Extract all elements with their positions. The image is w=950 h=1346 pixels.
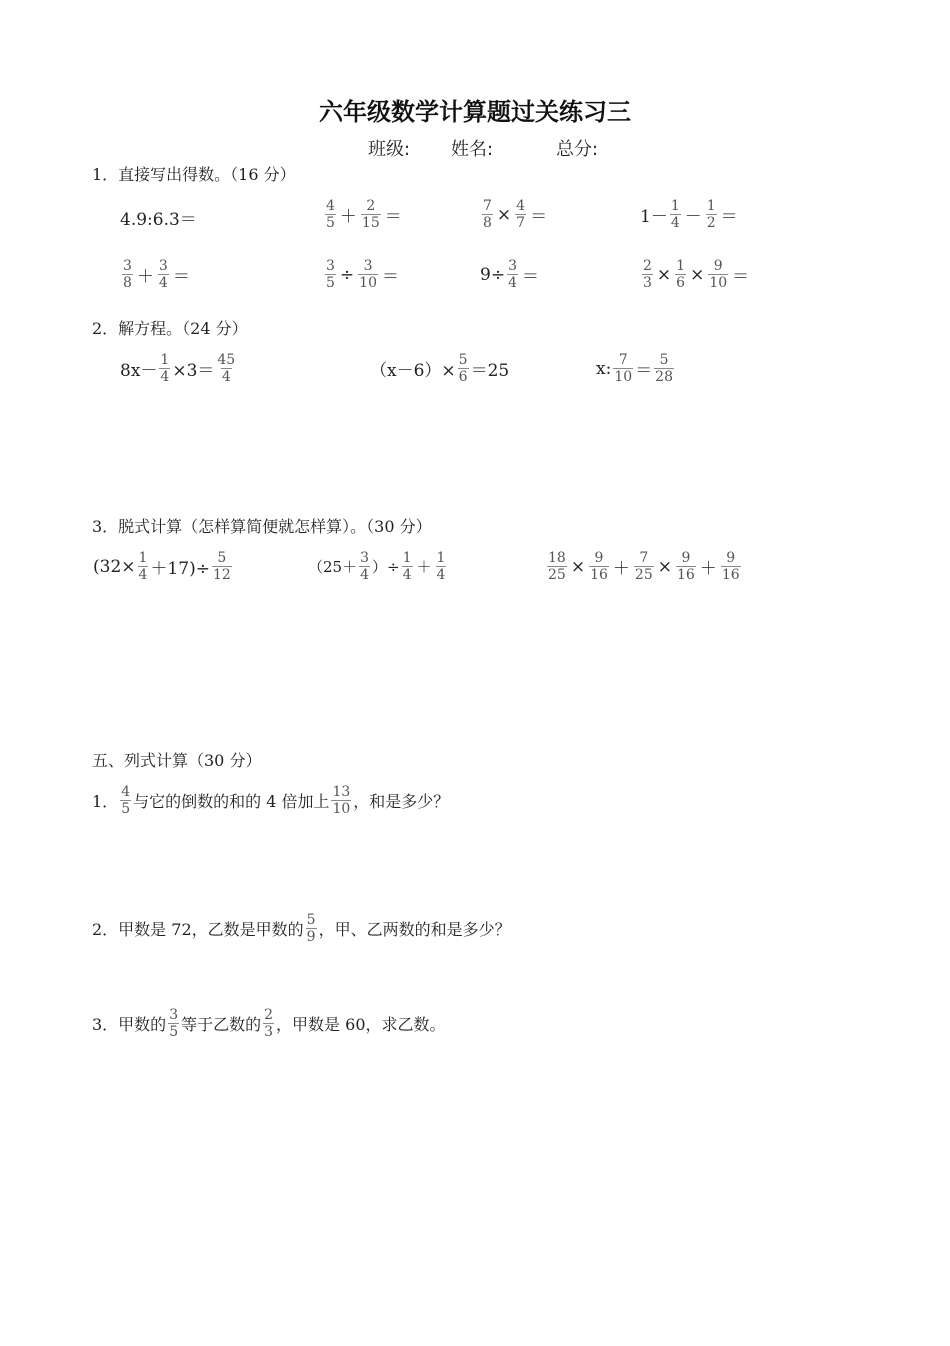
numerator: 4 xyxy=(121,784,131,800)
fraction xyxy=(331,784,351,817)
middle: 等于乙数的 xyxy=(181,1015,262,1035)
operator: ÷ xyxy=(339,264,355,285)
s2-e3 xyxy=(596,352,676,385)
middle: ×3＝ xyxy=(172,361,215,382)
equals: ＝ xyxy=(732,267,750,288)
denominator: 8 xyxy=(483,215,492,232)
fraction xyxy=(515,198,526,231)
operator: － xyxy=(684,207,702,228)
page-title: 六年级数学计算题过关练习三 xyxy=(319,98,631,126)
equals: ＝ xyxy=(382,267,399,288)
s3-c2 xyxy=(308,550,448,583)
numerator: 2 xyxy=(366,198,376,214)
prefix: (32× xyxy=(93,556,136,577)
q1-text: 4.9:6.3＝ xyxy=(120,210,197,230)
fraction xyxy=(670,198,681,231)
fraction xyxy=(168,1007,179,1040)
middle: ＋17)÷ xyxy=(150,559,210,580)
numerator: 18 xyxy=(548,550,566,566)
denominator: 28 xyxy=(655,369,673,386)
fraction xyxy=(158,258,169,291)
numerator: 3 xyxy=(326,258,335,274)
fraction xyxy=(458,352,469,385)
prefix: x: xyxy=(596,358,612,379)
denominator: 4 xyxy=(436,567,446,584)
fraction xyxy=(436,550,447,583)
operator: × xyxy=(656,264,672,285)
fraction xyxy=(216,352,236,385)
s2-e2 xyxy=(370,352,509,385)
denominator: 4 xyxy=(138,567,148,584)
denominator: 4 xyxy=(402,567,412,584)
denominator: 5 xyxy=(326,215,335,232)
fraction xyxy=(159,352,170,385)
numerator: 1 xyxy=(402,550,412,566)
denominator: 7 xyxy=(516,215,526,232)
fraction xyxy=(708,258,728,291)
middle: ）÷ xyxy=(372,558,400,577)
section-3-heading: 3．脱式计算（怎样算简便就怎样算）。（30 分） xyxy=(92,517,432,536)
s1-q5 xyxy=(120,258,192,291)
prefix: 8x－ xyxy=(120,361,158,382)
operator: ＋ xyxy=(416,558,432,577)
s5-p3 xyxy=(92,1007,446,1040)
prefix: 1－ xyxy=(640,207,668,228)
denominator: 4 xyxy=(670,215,680,232)
middle: ＝ xyxy=(635,361,653,382)
numerator: 13 xyxy=(332,784,351,800)
denominator: 3 xyxy=(264,1024,274,1041)
prefix: 9÷ xyxy=(480,264,506,285)
fraction xyxy=(325,198,336,231)
fraction xyxy=(675,258,686,291)
denominator: 2 xyxy=(706,215,716,232)
numerator: 7 xyxy=(618,352,628,368)
fraction xyxy=(120,784,131,817)
fraction xyxy=(676,550,696,583)
fraction xyxy=(263,1007,274,1040)
numerator: 1 xyxy=(138,550,148,566)
operator: ＋ xyxy=(612,559,630,580)
denominator: 4 xyxy=(360,567,370,584)
numerator: 9 xyxy=(681,550,691,566)
denominator: 10 xyxy=(332,801,351,818)
fraction xyxy=(138,550,149,583)
numerator: 5 xyxy=(659,352,669,368)
operator: ＋ xyxy=(339,207,357,228)
s1-q2 xyxy=(323,198,404,231)
fraction xyxy=(122,258,133,291)
numerator: 2 xyxy=(264,1007,274,1023)
suffix: ，和是多少？ xyxy=(353,792,450,812)
operator: × xyxy=(690,264,705,285)
numerator: 3 xyxy=(363,258,373,274)
prefix: 3．甲数的 xyxy=(92,1015,167,1035)
denominator: 4 xyxy=(160,369,170,386)
denominator: 9 xyxy=(306,929,316,946)
s1-q8 xyxy=(640,258,751,291)
denominator: 4 xyxy=(158,275,168,292)
operator: × xyxy=(570,556,586,577)
fraction xyxy=(613,352,633,385)
denominator: 15 xyxy=(361,215,380,232)
s1-q1 xyxy=(120,205,197,230)
fraction xyxy=(325,258,336,291)
fraction xyxy=(361,198,381,231)
fraction xyxy=(706,198,717,231)
denominator: 12 xyxy=(212,567,231,584)
denominator: 25 xyxy=(548,567,566,584)
s1-q7 xyxy=(480,258,541,291)
prefix: （25＋ xyxy=(308,558,358,577)
numerator: 5 xyxy=(306,912,316,928)
numerator: 9 xyxy=(726,550,736,566)
suffix: ，甲、乙两数的和是多少？ xyxy=(318,920,511,940)
denominator: 5 xyxy=(326,275,335,292)
section-2-heading: 2．解方程。（24 分） xyxy=(92,319,248,338)
fraction xyxy=(358,258,378,291)
middle: 与它的倒数的和的 4 倍加上 xyxy=(133,792,330,812)
numerator: 9 xyxy=(713,258,723,274)
numerator: 7 xyxy=(483,198,492,214)
denominator: 16 xyxy=(676,567,695,584)
denominator: 16 xyxy=(590,567,608,584)
s1-q4 xyxy=(640,198,740,231)
numerator: 4 xyxy=(516,198,526,214)
operator: ＋ xyxy=(699,559,717,580)
numerator: 1 xyxy=(676,258,686,274)
fraction xyxy=(359,550,370,583)
s2-e1 xyxy=(120,352,238,385)
numerator: 45 xyxy=(217,352,236,368)
numerator: 3 xyxy=(360,550,370,566)
section-5-heading: 五、列式计算（30 分） xyxy=(92,751,262,770)
equals: ＝ xyxy=(521,267,539,288)
equals: ＝ xyxy=(172,267,190,288)
numerator: 1 xyxy=(706,198,716,214)
numerator: 4 xyxy=(326,198,335,214)
fraction xyxy=(634,550,654,583)
prefix: 2．甲数是 72，乙数是甲数的 xyxy=(92,920,304,940)
denominator: 25 xyxy=(634,567,653,584)
class-label: 班级: xyxy=(368,139,411,160)
numerator: 5 xyxy=(217,550,227,566)
prefix: （x－6）× xyxy=(370,361,456,382)
numerator: 2 xyxy=(643,258,652,274)
name-label: 姓名: xyxy=(451,139,494,160)
numerator: 9 xyxy=(594,550,604,566)
s5-p1 xyxy=(92,784,449,817)
fraction xyxy=(306,912,317,945)
numerator: 3 xyxy=(123,258,132,274)
section-1-heading: 1．直接写出得数。（16 分） xyxy=(92,165,296,184)
numerator: 3 xyxy=(508,258,517,274)
fraction xyxy=(507,258,518,291)
fraction xyxy=(402,550,413,583)
fraction xyxy=(482,198,493,231)
operator: × xyxy=(496,204,512,225)
equals: ＝ xyxy=(720,207,738,228)
numerator: 1 xyxy=(436,550,446,566)
fraction xyxy=(547,550,567,583)
denominator: 6 xyxy=(458,369,468,386)
operator: ＋ xyxy=(136,267,154,288)
numerator: 5 xyxy=(458,352,468,368)
s3-c3 xyxy=(545,550,743,583)
fraction xyxy=(721,550,741,583)
denominator: 16 xyxy=(721,567,740,584)
denominator: 10 xyxy=(709,275,728,292)
fraction xyxy=(212,550,232,583)
s1-q3 xyxy=(480,198,549,231)
score-label: 总分: xyxy=(556,139,599,160)
numerator: 3 xyxy=(169,1007,179,1023)
operator: × xyxy=(657,556,672,577)
denominator: 5 xyxy=(121,801,131,818)
numerator: 7 xyxy=(639,550,649,566)
fraction xyxy=(642,258,653,291)
numerator: 1 xyxy=(670,198,680,214)
denominator: 6 xyxy=(676,275,686,292)
prefix: 1． xyxy=(92,792,119,812)
numerator: 1 xyxy=(160,352,170,368)
denominator: 8 xyxy=(123,275,132,292)
denominator: 4 xyxy=(508,275,517,292)
numerator: 3 xyxy=(158,258,168,274)
denominator: 10 xyxy=(359,275,377,292)
equals: ＝ xyxy=(530,207,548,228)
s1-q6 xyxy=(323,258,401,291)
fraction xyxy=(654,352,674,385)
denominator: 4 xyxy=(221,369,231,386)
s5-p2 xyxy=(92,912,511,945)
fraction xyxy=(589,550,609,583)
denominator: 5 xyxy=(169,1024,179,1041)
denominator: 10 xyxy=(614,369,633,386)
s3-c1 xyxy=(93,550,234,583)
denominator: 3 xyxy=(643,275,652,292)
equals: ＝ xyxy=(384,207,402,228)
suffix: ，甲数是 60，求乙数。 xyxy=(276,1015,446,1035)
suffix: ＝25 xyxy=(470,361,510,382)
